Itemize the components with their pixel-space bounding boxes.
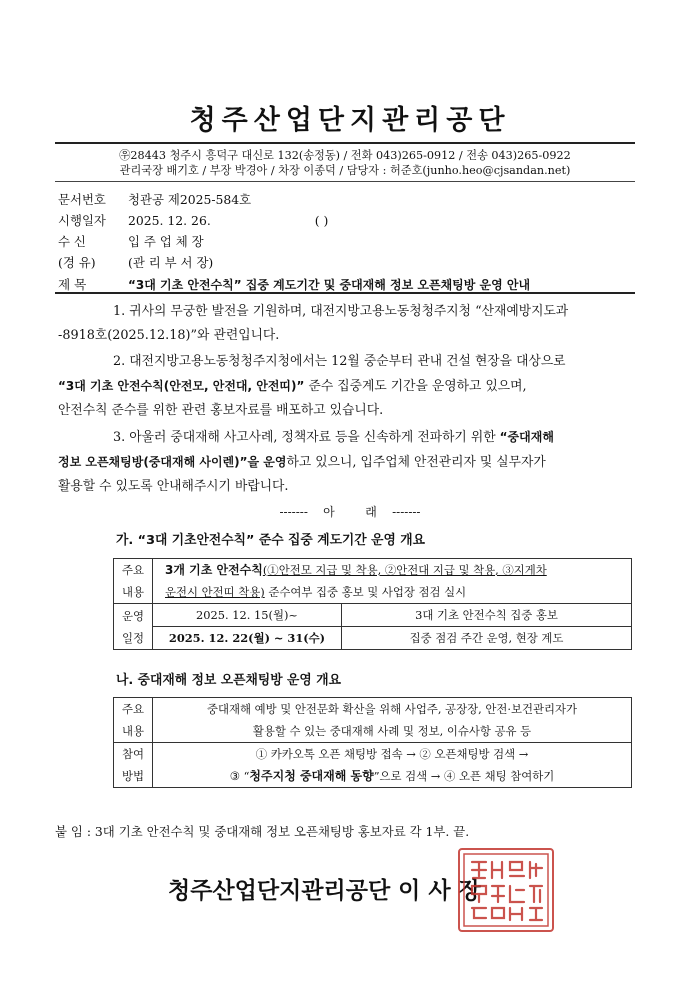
attachment-line: 붙 임 : 3대 기초 안전수칙 및 중대재해 정보 오픈채팅방 홍보자료 각 1부. 끝.: [55, 824, 470, 839]
p3-line-a: 3. 아울러 중대재해 사고사례, 정책자료 등을 신속하게 전파하기 위한: [113, 430, 500, 445]
p1-line-a: 1. 귀사의 무궁한 발전을 기원하며, 대전지방고용노동청청주지청 “산재예방지도과: [113, 304, 569, 319]
table-row: [114, 743, 632, 788]
row-content: [153, 559, 632, 604]
signatory: 청주산업단지관리공단 이 사 장: [168, 878, 481, 904]
rules-rest: 준수여부 집중 홍보 및 사업장 점검 실시: [264, 585, 467, 599]
row-content: [153, 698, 632, 743]
doc-number-value: 청관공 제2025-584호: [128, 192, 252, 207]
date-label: 시행일자: [58, 213, 106, 228]
purpose-line-2: 활용할 수 있는 중대재해 사례 및 정보, 이슈사항 공유 등: [252, 724, 532, 738]
table-row: [114, 627, 632, 650]
p2-line-b: 준수 집중계도 기간을 운영하고 있으며,: [304, 379, 527, 394]
rules-underlined-b: 운전시 안전띠 착용): [165, 585, 265, 599]
row-header: 참여 방법: [114, 743, 153, 788]
section-na-title: 나. 중대재해 정보 오픈채팅방 운영 개요: [116, 673, 341, 688]
subject-rule: [55, 292, 635, 294]
join-search-keyword: 청주지청 중대재해 동향: [249, 769, 374, 783]
subject-value: “3대 기초 안전수칙” 집중 계도기간 및 중대재해 정보 오픈채팅방 운영 안내: [128, 278, 531, 292]
section-ga-table: [113, 558, 632, 650]
rules-bold: 3개 기초 안전수칙: [165, 563, 263, 577]
table-row: [114, 604, 632, 627]
p2-bold-rules: “3대 기초 안전수칙(안전모, 안전대, 안전띠)”: [58, 379, 305, 393]
date-row: [58, 211, 328, 229]
p2-line-c: 안전수칙 준수를 위한 관련 홍보자료를 배포하고 있습니다.: [58, 403, 384, 418]
recipient-row: [58, 232, 204, 250]
header-rule: [55, 142, 635, 144]
row-content: [153, 743, 632, 788]
organization-title: 청주산업단지관리공단: [189, 105, 511, 136]
via-value: (관 리 부 서 장): [128, 255, 214, 270]
contact-address-line: ㉾28443 청주시 흥덕구 대신로 132(송정동) / 전화 043)265-0912 / 전송 043)265-0922: [119, 149, 571, 162]
via-label: (경 유): [58, 255, 96, 270]
p3-bold-a: “중대재해: [499, 430, 554, 444]
p3-line-b: 하고 있으니, 입주업체 안전관리자 및 실무자가: [286, 455, 546, 470]
purpose-line-1: 중대재해 예방 및 안전문화 확산을 위해 사업주, 공장장, 안전·보건관리자가: [207, 702, 577, 716]
body-paragraph-3: [58, 425, 634, 499]
join-step-prefix: ③ “: [229, 769, 250, 783]
row-header: 주요 내용: [114, 559, 153, 604]
join-step-line-1: ① 카카오톡 오픈 채팅방 접속 → ② 오픈채팅방 검색 →: [255, 747, 529, 761]
subject-row: [58, 274, 530, 293]
p3-line-c: 활용할 수 있도록 안내해주시기 바랍니다.: [58, 479, 289, 494]
body-paragraph-2: [58, 350, 634, 423]
date-value: 2025. 12. 26.: [128, 213, 211, 228]
rules-underlined-a: (①안전모 지급 및 착용, ②안전대 지급 및 착용, ③지게차: [262, 563, 547, 577]
notice-divider: ------- 아 래 -------: [279, 505, 421, 519]
join-step-suffix: ”으로 검색 → ④ 오픈 채팅 참여하기: [373, 769, 555, 783]
row-header: 주요 내용: [114, 698, 153, 743]
subject-label: 제 목: [58, 277, 87, 292]
recipient-label: 수 신: [58, 234, 86, 249]
section-ga-title: 가. “3대 기초안전수칙” 준수 집중 계도기간 운영 개요: [116, 533, 426, 548]
schedule-date-2: 2025. 12. 22(월) ~ 31(수): [153, 627, 342, 650]
p3-bold-b: 정보 오픈채팅방(중대재해 사이렌)”을 운영: [58, 455, 287, 469]
doc-number-label: 문서번호: [58, 192, 106, 207]
schedule-desc-1: 3대 기초 안전수칙 집중 홍보: [342, 604, 632, 627]
schedule-date-1: 2025. 12. 15(월)~: [153, 604, 342, 627]
official-seal-stamp: [458, 848, 554, 932]
seal-icon: [460, 850, 552, 930]
date-paren: ( ): [314, 213, 329, 228]
p2-line-a: 2. 대전지방고용노동청청주지청에서는 12월 중순부터 관내 건설 현장을 대상으로: [113, 354, 566, 369]
via-row: [58, 253, 213, 271]
p1-line-b: -8918호(2025.12.18)”와 관련입니다.: [58, 328, 280, 343]
row-header: 운영 일정: [114, 604, 153, 650]
doc-number-row: [58, 190, 251, 208]
schedule-desc-2: 집중 점검 주간 운영, 현장 계도: [342, 627, 632, 650]
table-row: [114, 698, 632, 743]
header-rule-bottom: [55, 181, 635, 182]
section-na-table: [113, 697, 632, 788]
body-paragraph-1: [58, 300, 634, 348]
contact-staff-line: 관리국장 배기호 / 부장 박경아 / 차장 이종덕 / 담당자 : 허준호(junho.heo@cjsandan.net): [119, 164, 571, 177]
table-row: [114, 559, 632, 604]
recipient-value: 입 주 업 체 장: [128, 234, 204, 249]
